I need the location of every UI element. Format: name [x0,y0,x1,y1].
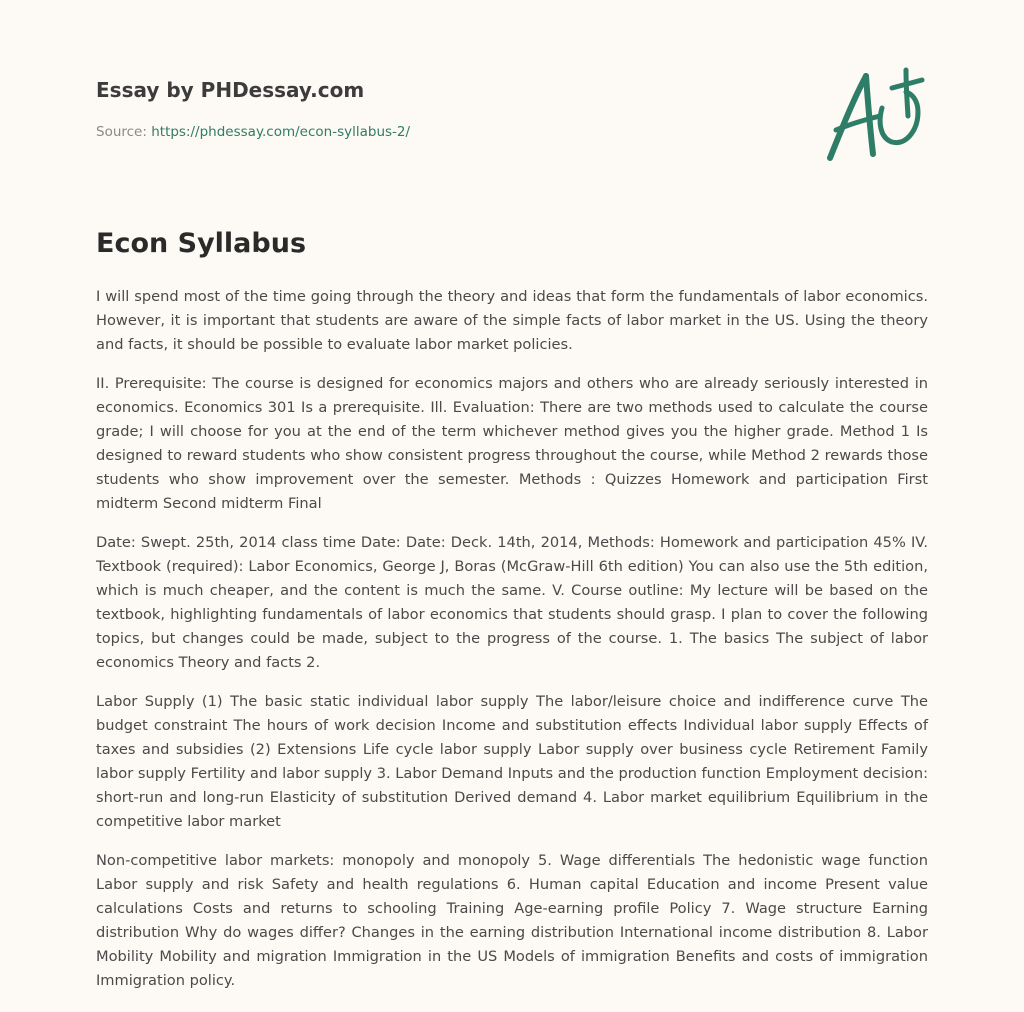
source-label: Source: [96,124,147,140]
document-title: Econ Syllabus [96,228,307,259]
paragraph: Non-competitive labor markets: monopoly and monopoly 5. Wage differentials The hedonistic wage function Labor supply and risk Safety and health regulations 6. Human capital Education and income Present value calculations Costs and returns to schooling Training Age-earning profile Policy 7. Wage structure Earning distribution Why do wages differ? Changes in the earning distribution International income distribution 8. Labor Mobility Mobility and migration Immigration in the US Models of immigration Benefits and costs of immigration Immigration policy. [96,852,928,989]
site-title: Essay by PHDessay.com [96,78,365,102]
paragraph: Labor Supply (1) The basic static individual labor supply The labor/leisure choice and indifference curve The budget constraint The hours of work decision Income and substitution effects Individual labor supply Effects of taxes and subsidies (2) Extensions Life cycle labor supply Labor supply over business cycle Retirement Family labor supply Fertility and labor supply 3. Labor Demand Inputs and the production function Employment decision: short-run and long-run Elasticity of substitution Derived demand 4. Labor market equilibrium Equilibrium in the competitive labor market [96,693,928,830]
source-line [96,122,796,142]
page-header [96,76,796,142]
paragraph: I will spend most of the time going through the theory and ideas that form the fundamentals of labor economics. However, it is important that students are aware of the simple facts of labor market in the US. Using the theory and facts, it should be possible to evaluate labor market policies. [96,288,928,353]
a-plus-grade-icon [822,66,928,166]
paragraph: II. Prerequisite: The course is designed for economics majors and others who are already seriously interested in economics. Economics 301 Is a prerequisite. Ill. Evaluation: There are two methods used to calculate the course grade; I will choose for you at the end of the term whichever method gives you the higher grade. Method 1 Is designed to reward students who show consistent progress throughout the course, while Method 2 rewards those students who show improvement over the semester. Methods : Quizzes Homework and participation First midterm Second midterm Final [96,375,928,512]
paragraph: Date: Swept. 25th, 2014 class time Date: Date: Deck. 14th, 2014, Methods: Homework and participation 45% IV. Textbook (required): Labor Economics, George J, Boras (McGraw-Hill 6th edition) You can also use the 5th edition, which is much cheaper, and the content is much the same. V. Course outline: My lecture will be based on the textbook, highlighting fundamentals of labor economics that students should grasp. I plan to cover the following topics, but changes could be made, subject to the progress of the course. 1. The basics The subject of labor economics Theory and facts 2. [96,534,928,671]
document-body [96,285,928,1008]
source-link[interactable]: https://phdessay.com/econ-syllabus-2/ [151,124,411,140]
